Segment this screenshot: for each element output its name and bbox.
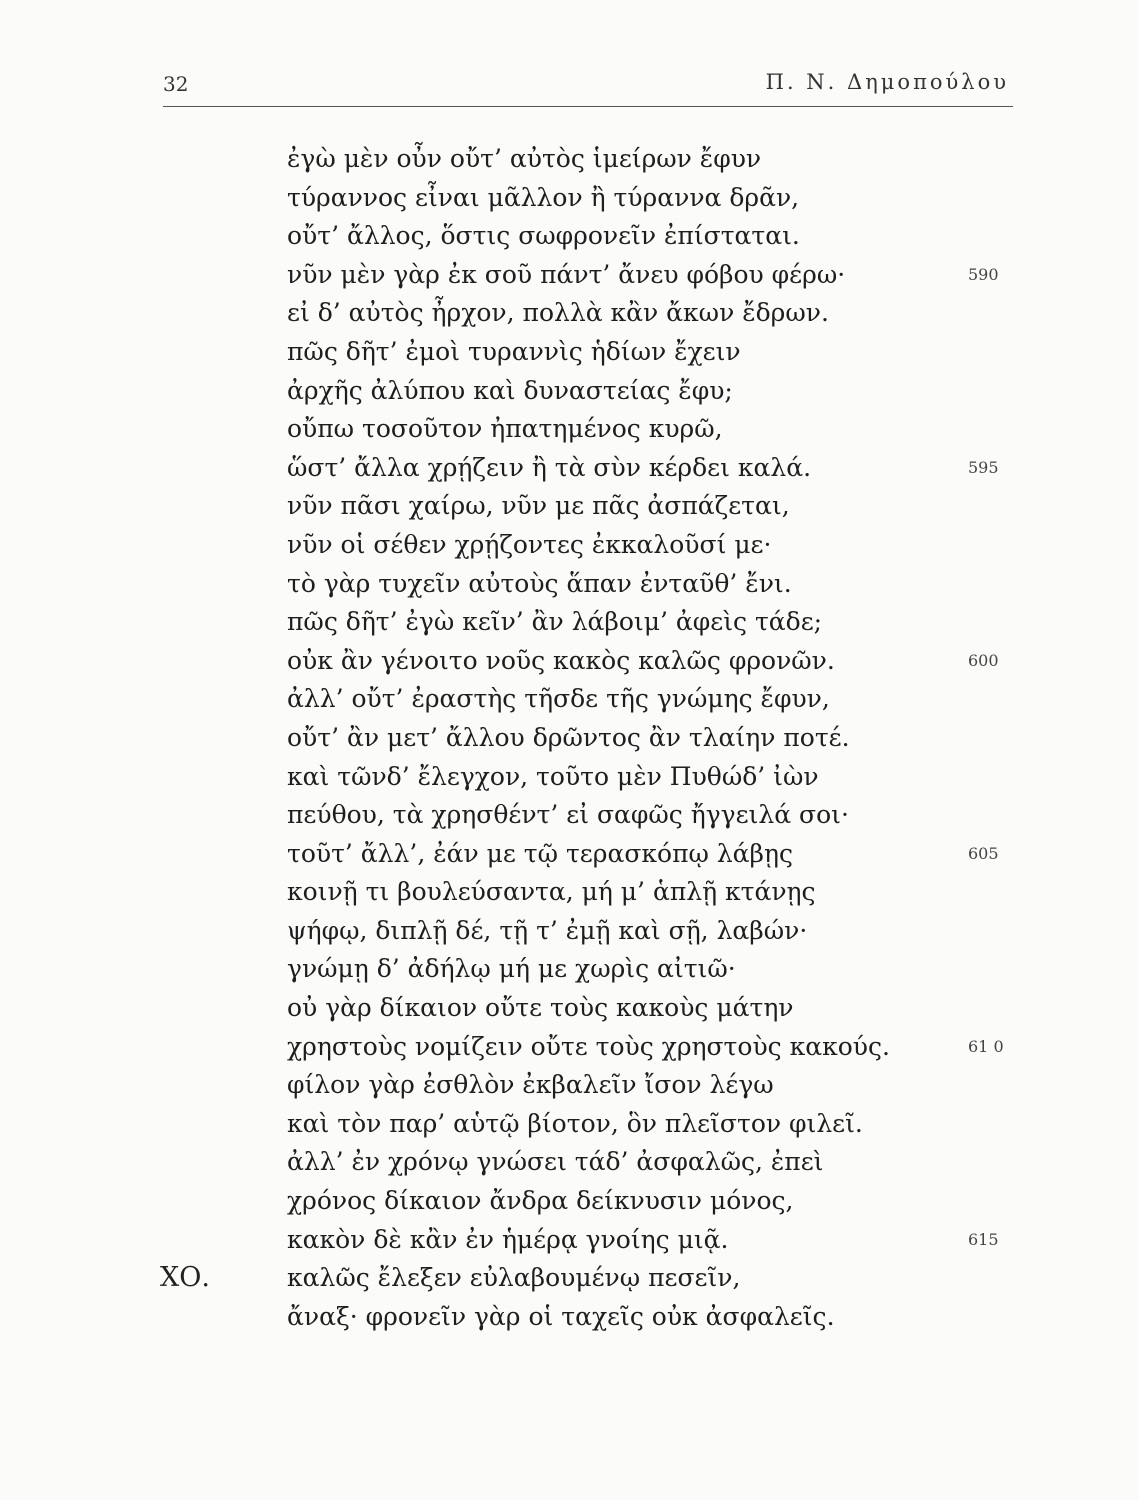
- verse-line: [0, 1221, 1138, 1260]
- line-number: 595: [968, 457, 999, 477]
- verse-line: [0, 179, 1138, 218]
- verse-text: ἄναξ· φρονεῖν γὰρ οἱ ταχεῖς οὐκ ἀσφαλεῖς.: [287, 1301, 835, 1331]
- verse-text: καὶ τὸν παρ’ αὑτῷ βίοτον, ὃν πλεῖστον φιλεῖ.: [287, 1108, 863, 1138]
- verse-line: [0, 140, 1138, 179]
- verse-line: [0, 1066, 1138, 1105]
- verse-text: τύραννος εἶναι μᾶλλον ἢ τύραννα δρᾶν,: [287, 182, 800, 212]
- verse-line: [0, 333, 1138, 372]
- verse-line: [0, 256, 1138, 295]
- verse-text: οὔτ’ ἂν μετ’ ἄλλου δρῶντος ἂν τλαίην ποτέ.: [287, 722, 850, 752]
- speaker-label: ΧΟ.: [160, 1262, 210, 1294]
- verse-text: οὔτ’ ἄλλος, ὅστις σωφρονεῖν ἐπίσταται.: [287, 221, 800, 251]
- verse-text: καλῶς ἔλεξεν εὐλαβουμένῳ πεσεῖν,: [287, 1263, 741, 1293]
- verse-line: [0, 1143, 1138, 1182]
- verse-line: [0, 989, 1138, 1028]
- line-number: 590: [968, 264, 999, 284]
- page-number: 32: [163, 72, 189, 96]
- verse-line: [0, 1028, 1138, 1067]
- verse-text: νῦν πᾶσι χαίρω, νῦν με πᾶς ἀσπάζεται,: [287, 491, 790, 521]
- verse-line: [0, 294, 1138, 333]
- verse-text: ἐγὼ μὲν οὖν οὔτ’ αὐτὸς ἱμείρων ἔφυν: [287, 144, 762, 173]
- verse-text: ἀλλ’ οὔτ’ ἐραστὴς τῆσδε τῆς γνώμης ἔφυν,: [287, 684, 830, 714]
- verse-line: [0, 680, 1138, 719]
- verse-text: πῶς δῆτ’ ἐγὼ κεῖν’ ἂν λάβοιμ’ ἀφεὶς τάδε;: [287, 607, 823, 637]
- verse-block: [0, 140, 1138, 1336]
- verse-line: [0, 835, 1138, 874]
- verse-text: ἀλλ’ ἐν χρόνῳ γνώσει τάδ’ ἀσφαλῶς, ἐπεὶ: [287, 1147, 824, 1177]
- verse-text: χρηστοὺς νομίζειν οὔτε τοὺς χρηστοὺς κακούς.: [287, 1031, 890, 1061]
- verse-text: οὐκ ἂν γένοιτο νοῦς κακὸς καλῶς φρονῶν.: [287, 645, 835, 675]
- verse-line: [0, 758, 1138, 797]
- verse-line: [0, 449, 1138, 488]
- verse-line: [0, 1298, 1138, 1337]
- verse-text: χρόνος δίκαιον ἄνδρα δείκνυσιν μόνος,: [287, 1186, 794, 1216]
- verse-text: καὶ τῶνδ’ ἔλεγχον, τοῦτο μὲν Πυθώδ’ ἰὼν: [287, 761, 819, 791]
- verse-text: κοινῇ τι βουλεύσαντα, μή μ’ ἁπλῇ κτάνῃς: [287, 877, 816, 907]
- verse-line: [0, 1105, 1138, 1144]
- verse-line: [0, 372, 1138, 411]
- verse-text: εἰ δ’ αὐτὸς ἦρχον, πολλὰ κἂν ἄκων ἔδρων.: [287, 298, 829, 328]
- verse-line: [0, 950, 1138, 989]
- verse-line: [0, 873, 1138, 912]
- verse-text: τὸ γὰρ τυχεῖν αὐτοὺς ἅπαν ἐνταῦθ’ ἔνι.: [287, 568, 792, 598]
- verse-text: νῦν μὲν γὰρ ἐκ σοῦ πάντ’ ἄνευ φόβου φέρω·: [287, 259, 846, 289]
- verse-text: πῶς δῆτ’ ἐμοὶ τυραννὶς ἡδίων ἔχειν: [287, 336, 741, 366]
- verse-text: γνώμῃ δ’ ἀδήλῳ μή με χωρὶς αἰτιῶ·: [287, 954, 736, 984]
- verse-line: [0, 565, 1138, 604]
- verse-line: [0, 1182, 1138, 1221]
- verse-line: [0, 410, 1138, 449]
- verse-text: ψήφῳ, διπλῇ δέ, τῇ τ’ ἐμῇ καὶ σῇ, λαβών·: [287, 915, 808, 945]
- verse-text: πεύθου, τὰ χρησθέντ’ εἰ σαφῶς ἤγγειλά σοι·: [287, 800, 849, 830]
- verse-text: νῦν οἱ σέθεν χρῄζοντες ἐκκαλοῦσί με·: [287, 529, 772, 559]
- line-number: 615: [968, 1229, 999, 1249]
- line-number: 61 0: [968, 1036, 1004, 1056]
- verse-text: φίλον γὰρ ἐσθλὸν ἐκβαλεῖν ἴσον λέγω: [287, 1070, 774, 1100]
- verse-line: [0, 487, 1138, 526]
- verse-line: [0, 719, 1138, 758]
- verse-text: τοῦτ’ ἄλλ’, ἐάν με τῷ τερασκόπῳ λάβῃς: [287, 838, 793, 868]
- verse-line: [0, 217, 1138, 256]
- line-number: 605: [968, 843, 999, 863]
- running-head: Π. Ν. Δημοπούλου: [765, 70, 1009, 94]
- verse-text: οὔπω τοσοῦτον ἠπατημένος κυρῶ,: [287, 414, 723, 444]
- page-header: [163, 70, 1013, 107]
- verse-text: οὐ γὰρ δίκαιον οὔτε τοὺς κακοὺς μάτην: [287, 993, 794, 1023]
- line-number: 600: [968, 650, 999, 670]
- verse-line: [0, 796, 1138, 835]
- verse-text: ἀρχῆς ἀλύπου καὶ δυναστείας ἔφυ;: [287, 375, 733, 405]
- verse-line: [0, 603, 1138, 642]
- verse-line: [0, 912, 1138, 951]
- verse-line: [0, 1259, 1138, 1298]
- verse-line: [0, 642, 1138, 681]
- verse-text: ὥστ’ ἄλλα χρῄζειν ἢ τὰ σὺν κέρδει καλά.: [287, 452, 812, 482]
- verse-text: κακὸν δὲ κἂν ἐν ἡμέρᾳ γνοίης μιᾷ.: [287, 1224, 729, 1254]
- verse-line: [0, 526, 1138, 565]
